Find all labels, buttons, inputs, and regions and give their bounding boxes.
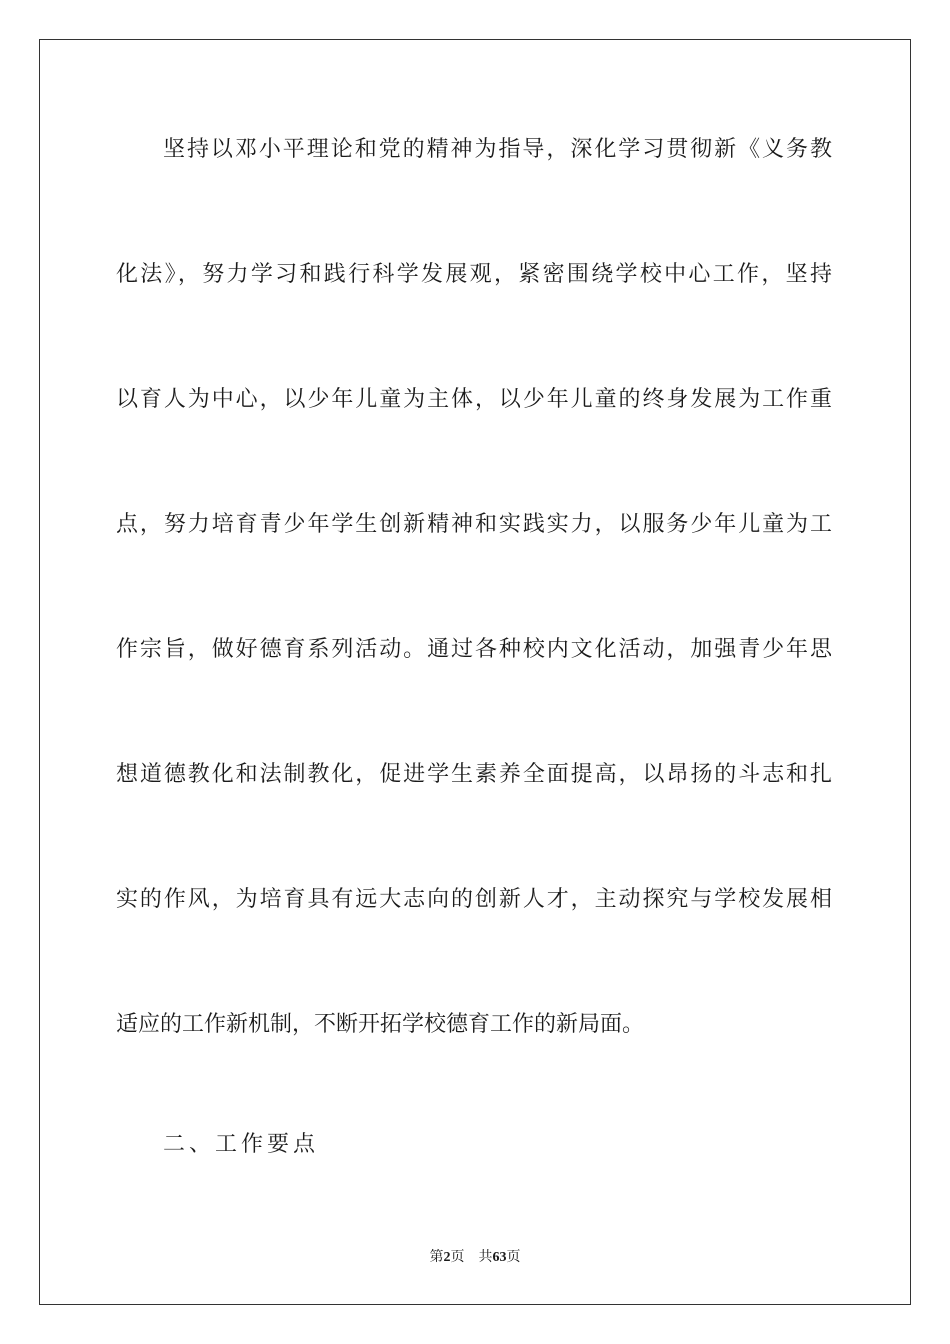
- paragraph-line-3: 以育人为中心，以少年儿童为主体，以少年儿童的终身发展为工作重: [116, 387, 832, 412]
- section-heading: 二、工作要点: [163, 1132, 320, 1157]
- page-border: [39, 39, 911, 1305]
- paragraph-line-8: 适应的工作新机制，不断开拓学校德育工作的新局面。: [116, 1012, 645, 1037]
- paragraph-line-2: 化法》，努力学习和践行科学发展观，紧密围绕学校中心工作，坚持: [116, 262, 832, 287]
- paragraph-line-1: 坚持以邓小平理论和党的精神为指导，深化学习贯彻新《义务教: [163, 137, 832, 162]
- paragraph-line-7: 实的作风，为培育具有远大志向的创新人才，主动探究与学校发展相: [116, 887, 832, 912]
- page-number: 2: [443, 1250, 451, 1265]
- paragraph-line-6: 想道德教化和法制教化，促进学生素养全面提高，以昂扬的斗志和扎: [116, 762, 832, 787]
- total-prefix: 共: [478, 1250, 493, 1265]
- total-suffix: 页: [506, 1250, 521, 1265]
- paragraph-line-5: 作宗旨，做好德育系列活动。通过各种校内文化活动，加强青少年思: [116, 637, 832, 662]
- paragraph-line-4: 点，努力培育青少年学生创新精神和实践实力，以服务少年儿童为工: [116, 512, 832, 537]
- page-prefix: 第: [429, 1250, 444, 1265]
- total-pages: 63: [492, 1250, 507, 1265]
- page-suffix: 页: [450, 1250, 465, 1265]
- page-footer: [0, 1246, 950, 1266]
